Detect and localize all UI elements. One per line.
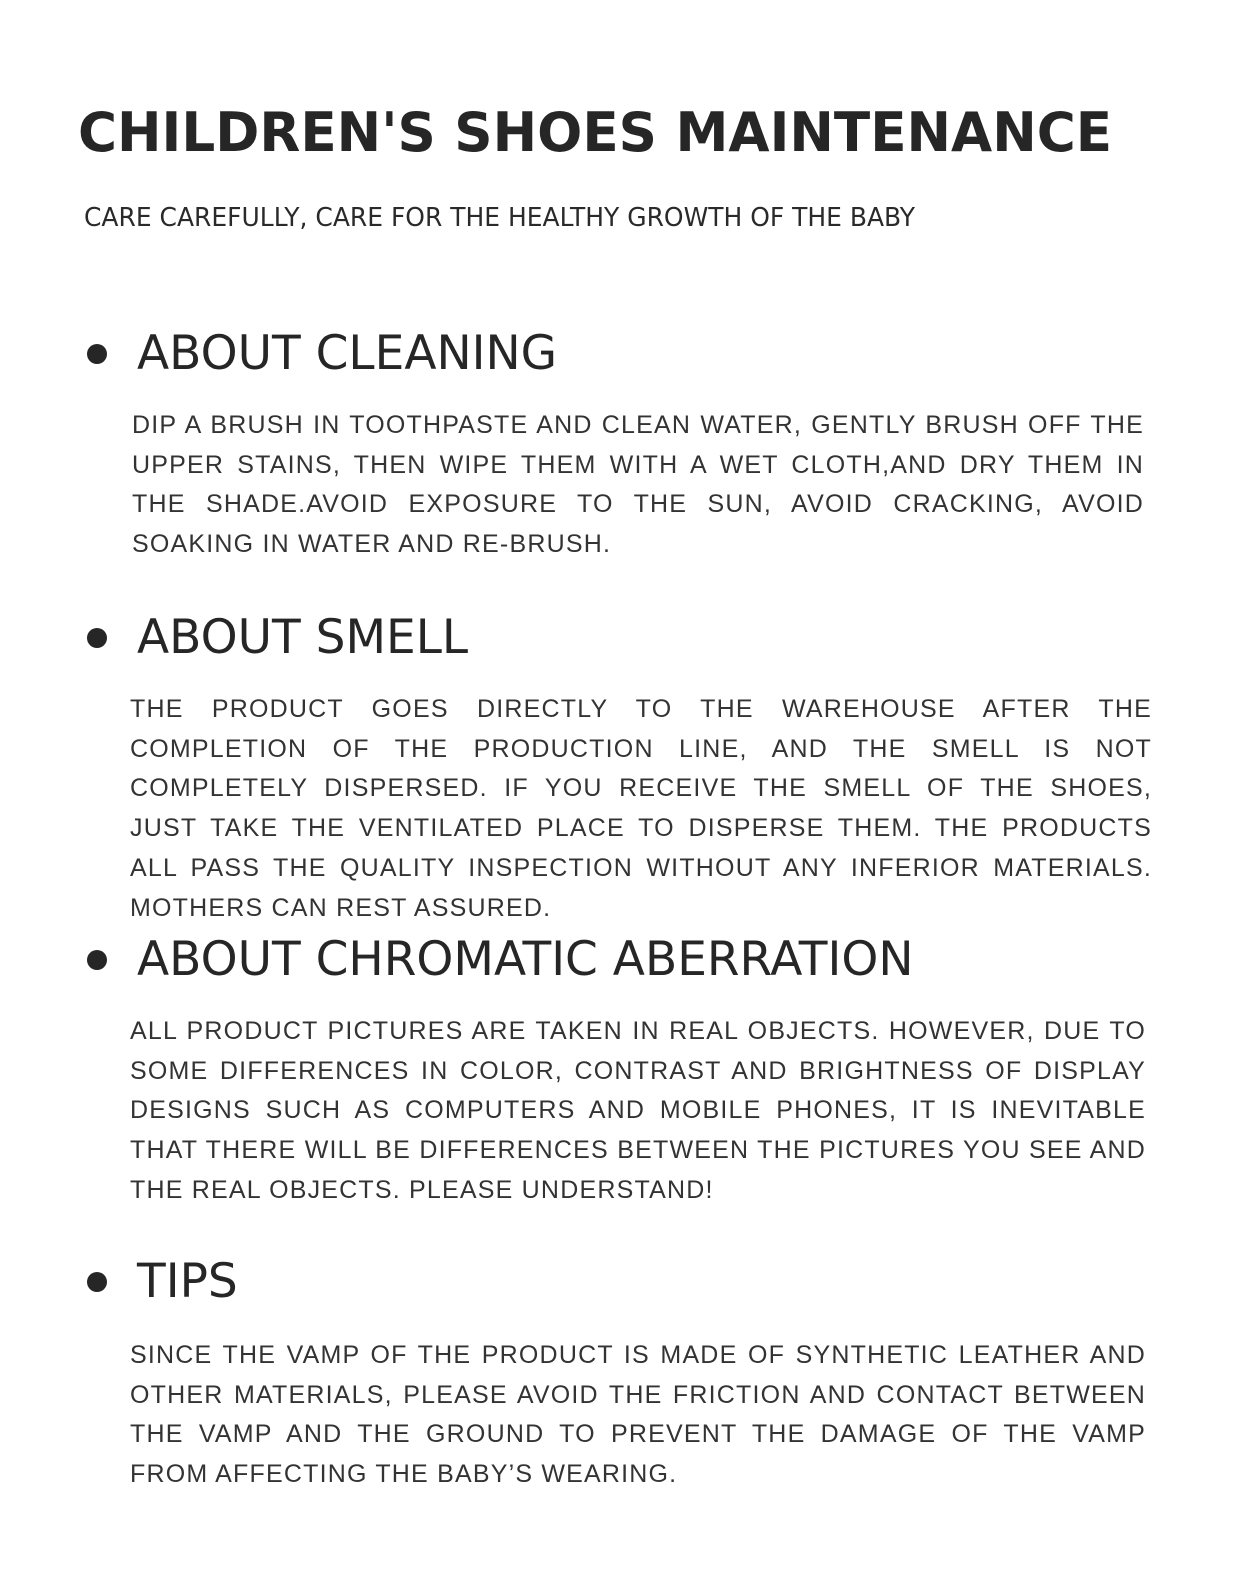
section-header — [84, 928, 1184, 992]
bullet-icon — [87, 344, 107, 364]
section-body-tips: SINCE THE VAMP OF THE PRODUCT IS MADE OF SYNTHETIC LEATHER AND OTHER MATERIALS, PLEASE AVOID THE FRICTION AND CONTACT BETWEEN THE VAMP AND THE GROUND TO PREVENT THE DAMAGE OF THE VAMP FROM AFFECTING THE BABY’S WEARING. — [130, 1341, 1146, 1489]
section-title-tips: TIPS — [137, 1254, 238, 1309]
bullet-icon — [87, 1272, 107, 1292]
section-title-smell: ABOUT SMELL — [137, 610, 469, 665]
bullet-icon — [87, 950, 107, 970]
section-body-smell: THE PRODUCT GOES DIRECTLY TO THE WAREHOUSE AFTER THE COMPLETION OF THE PRODUCTION LINE, AND THE SMELL IS NOT COMPLETELY DISPERSED. IF YOU RECEIVE THE SMELL OF THE SHOES, JUST TAKE THE VENTILATED PLACE TO DISPERSE THEM. THE PRODUCTS ALL PASS THE QUALITY INSPECTION WITHOUT ANY INFERIOR MATERIALS. MOTHERS CAN REST ASSURED. — [130, 695, 1152, 922]
page-subtitle: CARE CAREFULLY, CARE FOR THE HEALTHY GROWTH OF THE BABY — [84, 203, 916, 233]
section-header — [84, 1250, 1184, 1314]
bullet-icon — [87, 628, 107, 648]
section-body-cleaning: DIP A BRUSH IN TOOTHPASTE AND CLEAN WATER, GENTLY BRUSH OFF THE UPPER STAINS, THEN WIPE THEM WITH A WET CLOTH,AND DRY THEM IN THE SHADE.AVOID EXPOSURE TO THE SUN, AVOID CRACKING, AVOID SOAKING IN WATER AND RE-BRUSH. — [132, 411, 1144, 559]
section-title-cleaning: ABOUT CLEANING — [137, 326, 558, 381]
section-title-chromatic-aberration: ABOUT CHROMATIC ABERRATION — [137, 932, 914, 987]
section-body-chromatic-aberration: ALL PRODUCT PICTURES ARE TAKEN IN REAL OBJECTS. HOWEVER, DUE TO SOME DIFFERENCES IN COLOR, CONTRAST AND BRIGHTNESS OF DISPLAY DESIGNS SUCH AS COMPUTERS AND MOBILE PHONES, IT IS INEVITABLE THAT THERE WILL BE DIFFERENCES BETWEEN THE PICTURES YOU SEE AND THE REAL OBJECTS. PLEASE UNDERSTAND! — [130, 1017, 1146, 1204]
section-header — [84, 606, 1184, 670]
page-title: CHILDREN'S SHOES MAINTENANCE — [78, 101, 1113, 164]
section-header — [84, 322, 1184, 386]
